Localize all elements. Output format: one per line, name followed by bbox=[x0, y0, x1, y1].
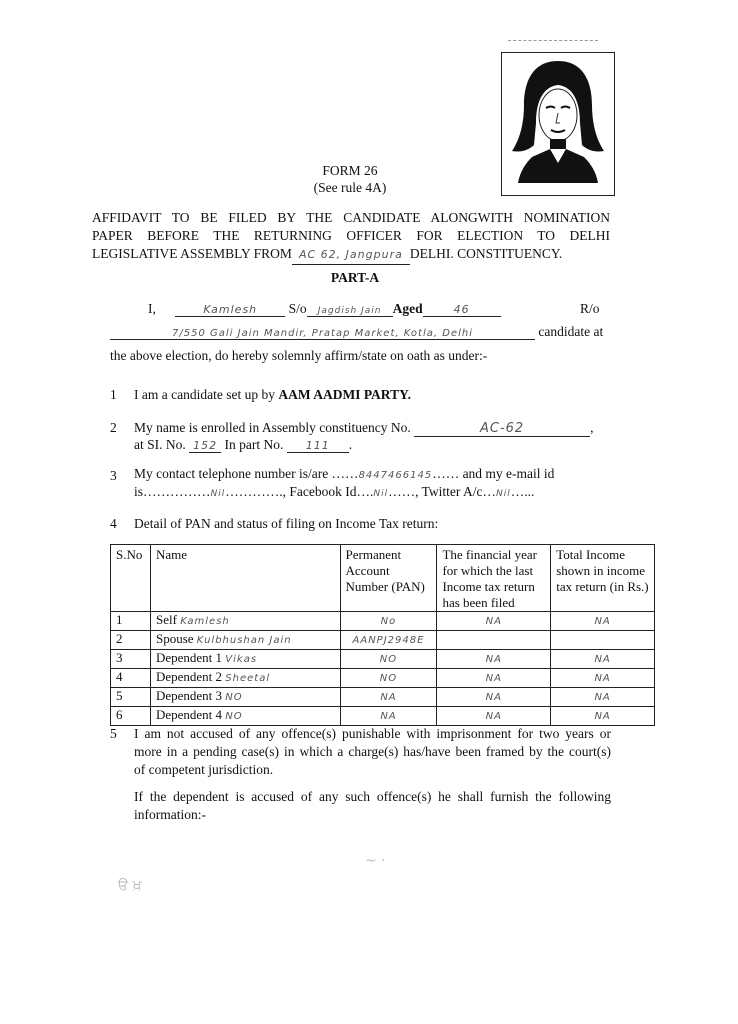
part-label: PART-A bbox=[330, 270, 380, 285]
row-sno: 5 bbox=[116, 688, 123, 703]
table-cell bbox=[437, 669, 551, 688]
item-5-line1: I am not accused of any offence(s) punishable with imprisonment for two years or bbox=[134, 726, 611, 741]
item-2-text-a: My name is enrolled in Assembly constituency No. bbox=[134, 420, 411, 435]
phone-fill: 8447466145 bbox=[358, 470, 433, 481]
item-2-period: . bbox=[348, 437, 353, 452]
photo-top-mark bbox=[508, 40, 598, 41]
candidate-name-fill: Kamlesh bbox=[175, 303, 285, 317]
i-label: I, bbox=[148, 301, 156, 316]
candidate-at-text: candidate at bbox=[538, 324, 604, 339]
item-5-number: 5 bbox=[110, 726, 117, 741]
table-cell bbox=[340, 669, 437, 688]
table-row bbox=[111, 631, 655, 650]
table-cell bbox=[111, 669, 151, 688]
pan-table bbox=[110, 544, 655, 726]
row-pan: NO bbox=[379, 673, 398, 684]
affidavit-heading-line3-pre: LEGISLATIVE ASSEMBLY FROM bbox=[92, 246, 292, 261]
twitter-fill: Nil bbox=[496, 489, 511, 499]
row-total-income: NA bbox=[594, 711, 611, 722]
item-4-text: Detail of PAN and status of filing on Income Tax return: bbox=[134, 516, 439, 531]
item-2-text-c: In part No. bbox=[224, 437, 284, 452]
table-cell bbox=[437, 631, 551, 650]
table-cell bbox=[111, 631, 151, 650]
row-handwritten-name: NO bbox=[225, 692, 243, 703]
facebook-fill: Nil bbox=[373, 489, 389, 499]
row-handwritten-name: Kulbhushan Jain bbox=[196, 635, 292, 646]
table-cell bbox=[150, 650, 340, 669]
table-cell bbox=[340, 688, 437, 707]
faint-stamp-center: ~ · bbox=[365, 853, 386, 869]
party-name: AAM AADMI PARTY. bbox=[278, 387, 411, 402]
table-cell bbox=[551, 612, 655, 631]
table-cell bbox=[551, 669, 655, 688]
table-cell bbox=[150, 688, 340, 707]
row-relation: Dependent 4 bbox=[155, 707, 223, 722]
table-cell bbox=[551, 707, 655, 726]
row-sno: 4 bbox=[116, 669, 123, 684]
pan-table-header bbox=[111, 545, 655, 612]
table-cell bbox=[340, 707, 437, 726]
table-cell bbox=[551, 650, 655, 669]
dependent-note-line1: If the dependent is accused of any such offence(s) he shall furnish the following bbox=[134, 789, 611, 804]
row-financial-year: NA bbox=[485, 673, 502, 684]
table-cell bbox=[150, 631, 340, 650]
row-total-income: NA bbox=[594, 673, 611, 684]
affidavit-heading-line1: AFFIDAVIT TO BE FILED BY THE CANDIDATE ALONGWITH NOMINATION bbox=[92, 210, 610, 225]
table-row bbox=[111, 650, 655, 669]
table-cell bbox=[551, 688, 655, 707]
aged-label: Aged bbox=[392, 301, 423, 316]
item-2-number: 2 bbox=[110, 420, 117, 435]
row-relation: Spouse bbox=[155, 631, 194, 646]
row-pan: NA bbox=[380, 692, 397, 703]
table-cell bbox=[150, 669, 340, 688]
item-5-line2: more in a pending case(s) in which a charge(s) has/have been framed by the court(s) bbox=[134, 744, 611, 759]
row-handwritten-name: Kamlesh bbox=[180, 616, 230, 627]
row-pan: No bbox=[380, 616, 397, 627]
item-3-text-e: …... bbox=[510, 484, 535, 499]
item-3-number: 3 bbox=[110, 468, 117, 483]
header-name: Name bbox=[150, 545, 340, 612]
header-sno: S.No bbox=[111, 545, 151, 612]
item-1-text: I am a candidate set up by bbox=[134, 387, 279, 402]
item-2-comma: , bbox=[590, 420, 594, 435]
header-total-income: Total Income shown in income tax return (in Rs.) bbox=[551, 545, 655, 612]
table-cell bbox=[150, 612, 340, 631]
row-relation: Self bbox=[155, 612, 177, 627]
table-row bbox=[111, 707, 655, 726]
row-financial-year: NA bbox=[485, 711, 502, 722]
item-4-number: 4 bbox=[110, 516, 117, 531]
faint-stamp-left: ੳ ਖ਼ bbox=[118, 878, 142, 894]
so-label: S/o bbox=[288, 301, 307, 316]
row-sno: 2 bbox=[116, 631, 123, 646]
row-total-income: NA bbox=[594, 692, 611, 703]
table-cell bbox=[111, 688, 151, 707]
affidavit-heading-line3-post: DELHI. CONSTITUENCY. bbox=[409, 246, 563, 261]
row-handwritten-name: Sheetal bbox=[225, 673, 271, 684]
table-cell bbox=[340, 631, 437, 650]
email-fill: Nil bbox=[210, 489, 226, 499]
item-3-text-a-end: …… and my e-mail id bbox=[432, 466, 555, 481]
table-row bbox=[111, 669, 655, 688]
ac-number-fill: AC-62 bbox=[414, 421, 590, 437]
form-title: FORM 26 bbox=[322, 163, 378, 178]
age-fill: 46 bbox=[423, 303, 501, 317]
row-pan: NA bbox=[380, 711, 397, 722]
form-rule: (See rule 4A) bbox=[313, 180, 387, 195]
candidate-photo bbox=[501, 52, 615, 196]
table-cell bbox=[551, 631, 655, 650]
table-row bbox=[111, 612, 655, 631]
table-cell bbox=[437, 612, 551, 631]
row-relation: Dependent 1 bbox=[155, 650, 223, 665]
item-2-text-b: at SI. No. bbox=[134, 437, 186, 452]
candidate-photo-icon bbox=[502, 53, 614, 195]
row-relation: Dependent 3 bbox=[155, 688, 223, 703]
row-sno: 6 bbox=[116, 707, 123, 722]
row-handwritten-name: Vikas bbox=[225, 654, 258, 665]
serial-number-fill: 152 bbox=[189, 439, 221, 453]
row-total-income: NA bbox=[594, 616, 611, 627]
header-financial-year: The financial year for which the last Income tax return has been filed bbox=[437, 545, 551, 612]
table-cell bbox=[111, 650, 151, 669]
row-financial-year: NA bbox=[485, 692, 502, 703]
father-name-fill: Jagdish Jain bbox=[307, 306, 393, 317]
table-cell bbox=[111, 707, 151, 726]
item-3-text-b: is…………… bbox=[134, 484, 211, 499]
item-5-line3: of competent jurisdiction. bbox=[134, 762, 274, 777]
row-sno: 1 bbox=[116, 612, 123, 627]
row-relation: Dependent 2 bbox=[155, 669, 223, 684]
item-3-text-c: …………., Facebook Id…. bbox=[225, 484, 374, 499]
row-handwritten-name: NO bbox=[225, 711, 243, 722]
ro-label: R/o bbox=[580, 301, 600, 316]
part-number-fill: 111 bbox=[287, 439, 349, 453]
table-cell bbox=[437, 707, 551, 726]
table-cell bbox=[437, 650, 551, 669]
table-cell bbox=[340, 612, 437, 631]
item-3-text-d: ……, Twitter A/c… bbox=[388, 484, 497, 499]
row-sno: 3 bbox=[116, 650, 123, 665]
address-fill: 7/550 Gali Jain Mandir, Pratap Market, Kotla, Delhi bbox=[110, 328, 535, 340]
table-cell bbox=[150, 707, 340, 726]
table-cell bbox=[340, 650, 437, 669]
table-row bbox=[111, 688, 655, 707]
constituency-fill: AC 62, Jangpura bbox=[292, 245, 410, 265]
affidavit-heading-line2: PAPER BEFORE THE RETURNING OFFICER FOR ELECTION TO DELHI bbox=[92, 228, 610, 243]
item-3-text-a: My contact telephone number is/are …… bbox=[134, 466, 359, 481]
row-financial-year: NA bbox=[485, 654, 502, 665]
table-cell bbox=[437, 688, 551, 707]
oath-line: the above election, do hereby solemnly affirm/state on oath as under:- bbox=[110, 348, 488, 363]
row-pan: AANPJ2948E bbox=[352, 635, 425, 646]
item-1-number: 1 bbox=[110, 387, 117, 402]
header-pan: Permanent Account Number (PAN) bbox=[340, 545, 437, 612]
dependent-note-line2: information:- bbox=[134, 807, 206, 822]
table-cell bbox=[111, 612, 151, 631]
row-total-income: NA bbox=[594, 654, 611, 665]
row-pan: NO bbox=[379, 654, 398, 665]
row-financial-year: NA bbox=[485, 616, 502, 627]
